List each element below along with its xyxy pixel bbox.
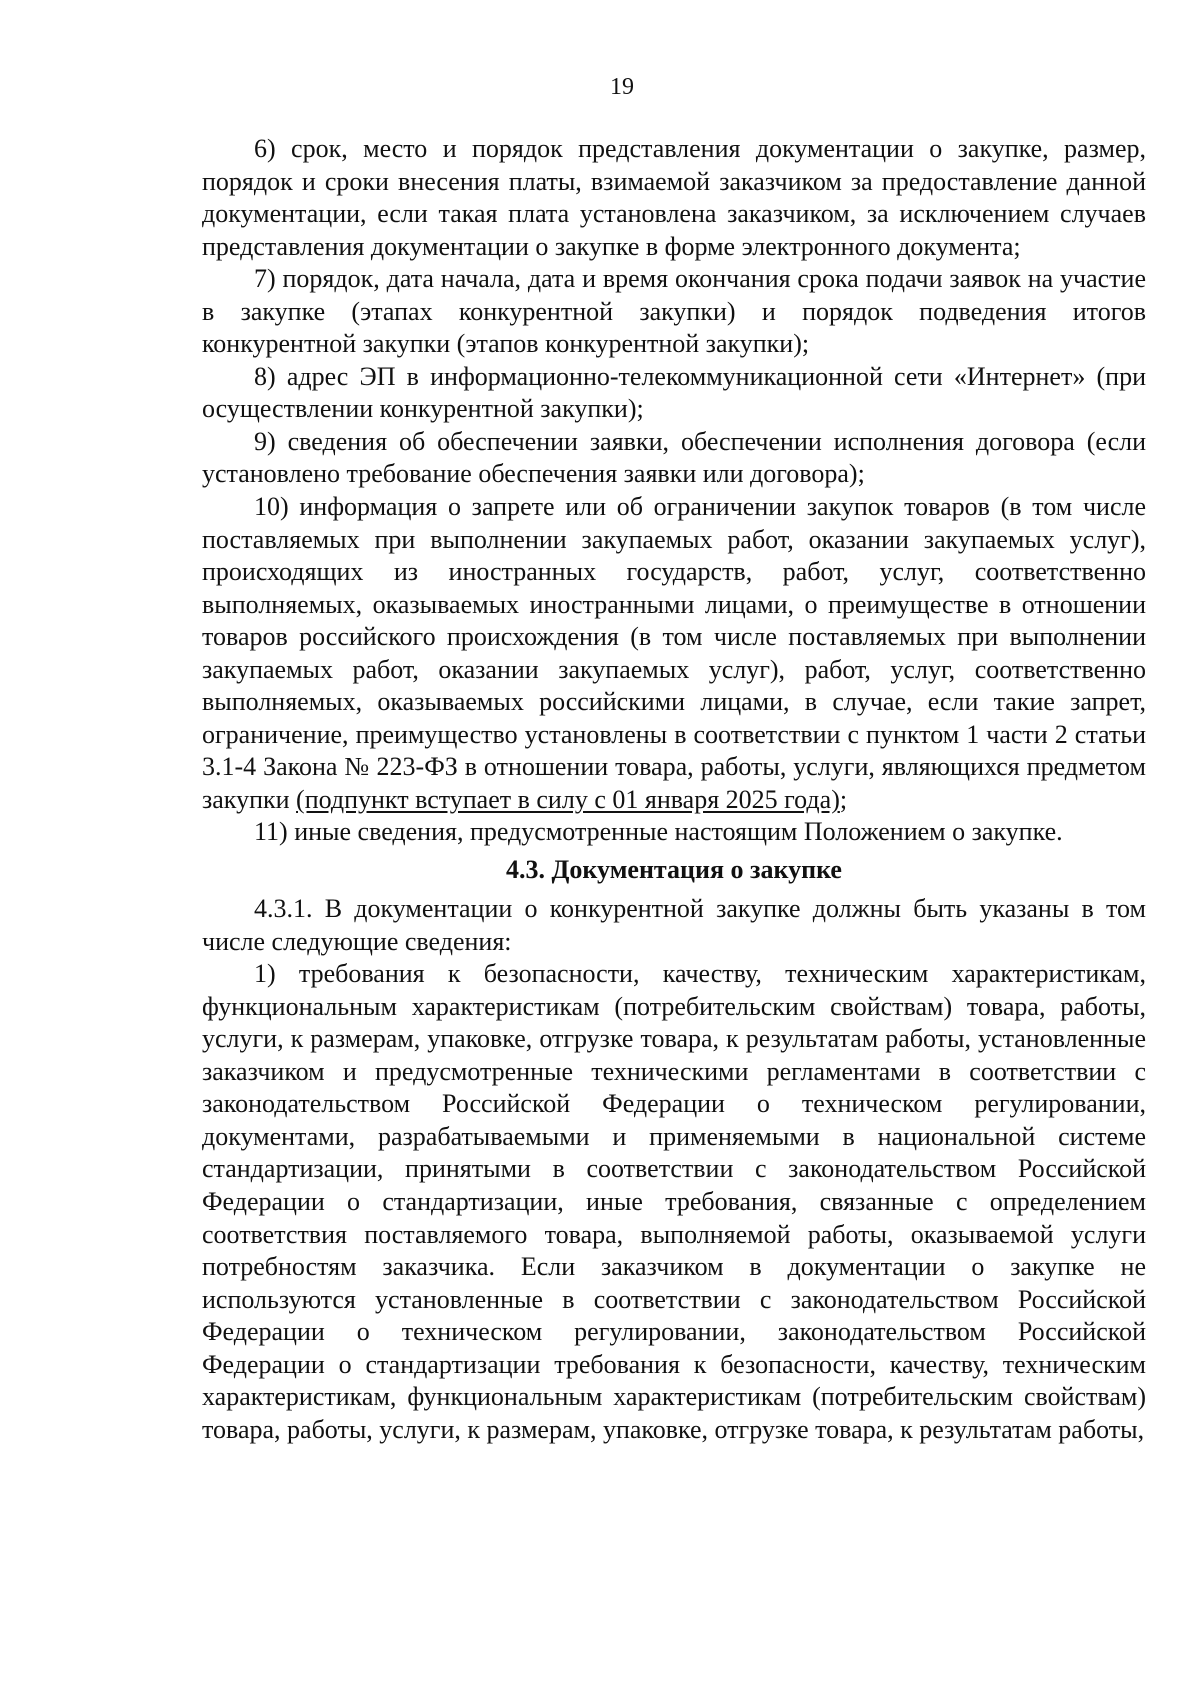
list-item-9: 9) сведения об обеспечении заявки, обеспечении исполнения договора (если установлено требование обеспечения заявки или договора); (202, 426, 1146, 489)
list-item-8: 8) адрес ЭП в информационно-телекоммуникационной сети «Интернет» (при осуществлении конкурентной закупки); (202, 361, 1146, 424)
page-number: 19 (610, 74, 634, 100)
list-item-6: 6) срок, место и порядок представления документации о закупке, размер, порядок и сроки внесения платы, взимаемой заказчиком за предоставление данной документации, если такая плата установлена заказчиком, за исключением случаев представления документации о закупке в форме электронного документа; (202, 134, 1146, 261)
list-item-10-tail: ; (839, 784, 848, 814)
section-heading: 4.3. Документация о закупке (506, 855, 842, 885)
document-body (202, 133, 1146, 1446)
list-item-10 (202, 491, 1146, 816)
list-item-10-text: 10) информация о запрете или об ограничении закупок товаров (в том числе поставляемых при выполнении закупаемых работ, оказании закупаемых услуг), происходящих из иностранных государств, работ, услуг, соответственно выполняемых, оказываемых иностранными лицами, о преимуществе в отношении товаров российского происхождения (в том числе поставляемых при выполнении закупаемых работ, оказании закупаемых услуг), работ, услуг, соответственно выполняемых, оказываемых российскими лицами, в случае, если такие запрет, ограничение, преимущество установлены в соответствии с пунктом 1 части 2 статьи 3.1-4 Закона № 223-ФЗ в отношении товара, работы, услуги, являющихся предметом закупки (202, 492, 1146, 814)
effective-date-note: (подпункт вступает в силу с 01 января 2025 года) (296, 784, 840, 814)
clause-4-3-1: 4.3.1. В документации о конкурентной закупке должны быть указаны в том числе следующие сведения: (202, 894, 1146, 956)
clause-4-3-1-item-1: 1) требования к безопасности, качеству, техническим характеристикам, функциональным характеристикам (потребительским свойствам) товара, работы, услуги, к размерам, упаковке, отгрузке товара, к результатам работы, установленные заказчиком и предусмотренные техническими регламентами в соответствии с законодательством Российской Федерации о техническом регулировании, документами, разрабатываемыми и применяемыми в национальной системе стандартизации, принятыми в соответствии с законодательством Российской Федерации о стандартизации, иные требования, связанные с определением соответствия поставляемого товара, выполняемой работы, оказываемой услуги потребностям заказчика. Если заказчиком в документации о закупке не используются установленные в соответствии с законодательством Российской Федерации о техническом регулировании, законодательством Российской Федерации о стандартизации требования к безопасности, качеству, техническим характеристикам, функциональным характеристикам (потребительским свойствам) товара, работы, услуги, к размерам, упаковке, отгрузке товара, к результатам работы, (202, 959, 1146, 1444)
list-item-7: 7) порядок, дата начала, дата и время окончания срока подачи заявок на участие в закупке (этапах конкурентной закупки) и порядок подведения итогов конкурентной закупки (этапов конкурентной закупки); (202, 264, 1146, 359)
list-item-11: 11) иные сведения, предусмотренные настоящим Положением о закупке. (254, 817, 1063, 847)
